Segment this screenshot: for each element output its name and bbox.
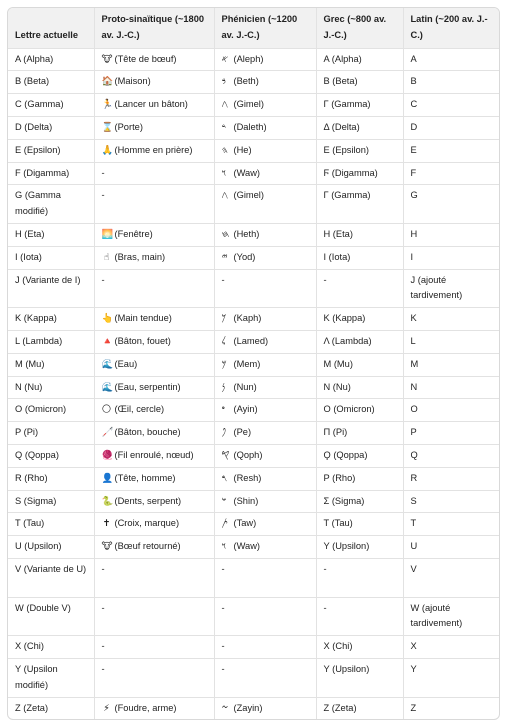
cell-proto-sinaitic [94,597,214,636]
cell-proto-sinaitic [94,48,214,71]
cell-phoenician [214,94,316,117]
proto-sinaitic-label: (Maison) [114,76,151,87]
table-row [8,697,499,719]
phoenician-label: - [221,274,225,285]
proto-sinaitic-label: (Main tendue) [114,313,172,324]
proto-sinaitic-label: (Dents, serpent) [114,495,182,506]
cell-proto-sinaitic [94,376,214,399]
cell-proto-sinaitic [94,94,214,117]
cell-greek: - [316,597,403,636]
cell-current-letter: W (Double V) [8,597,94,636]
phoenician-glyph-icon: 𐤅 [221,541,227,553]
proto-sinaitic-label: (Tête, homme) [114,472,176,483]
cell-phoenician [214,444,316,467]
cell-latin: O [403,399,499,422]
phoenician-label: (Zayin) [233,702,263,713]
phoenician-label: - [221,663,225,674]
cell-proto-sinaitic [94,444,214,467]
table-row [8,490,499,513]
proto-sinaitic-label: - [101,274,105,285]
cell-phoenician [214,139,316,162]
cell-phoenician [214,536,316,559]
phoenician-glyph-icon: 𐤆 [221,702,229,714]
cell-current-letter: Y (Upsilon modifié) [8,658,94,697]
proto-sinaitic-label: - [101,641,105,652]
pictogram-icon: 🐮 [101,53,113,65]
phoenician-label: (Gimel) [233,99,264,110]
pictogram-icon: ☝ [103,251,110,263]
table-row [8,353,499,376]
cell-phoenician [214,490,316,513]
cell-greek: Ν (Nu) [316,376,403,399]
proto-sinaitic-label: (Lancer un bâton) [114,99,188,110]
cell-phoenician [214,558,316,597]
pictogram-icon: 🌕 [101,404,112,416]
proto-sinaitic-label: (Fil enroulé, nœud) [114,449,194,460]
table-row [8,116,499,139]
table-row [8,48,499,71]
cell-proto-sinaitic [94,353,214,376]
cell-current-letter: Q (Qoppa) [8,444,94,467]
pictogram-icon: ✝ [102,518,111,530]
cell-current-letter: B (Beta) [8,71,94,94]
cell-greek: Μ (Mu) [316,353,403,376]
cell-current-letter: P (Pi) [8,422,94,445]
pictogram-icon: 🔺 [101,335,114,347]
cell-greek: Γ (Gamma) [316,94,403,117]
table-row [8,330,499,353]
phoenician-glyph-icon: 𐤐 [221,427,226,439]
phoenician-label: (Ayin) [233,404,258,415]
cell-latin: G [403,185,499,224]
header-current-letter: Lettre actuelle [8,8,94,48]
cell-phoenician [214,185,316,224]
proto-sinaitic-label: (Bras, main) [114,251,166,262]
cell-latin: A [403,48,499,71]
proto-sinaitic-label: (Bâton, bouche) [114,427,181,438]
cell-latin: Q [403,444,499,467]
cell-latin: K [403,308,499,331]
cell-proto-sinaitic [94,467,214,490]
cell-greek: Δ (Delta) [316,116,403,139]
table-row [8,422,499,445]
cell-greek: Ε (Epsilon) [316,139,403,162]
phoenician-label: (Resh) [233,472,262,483]
cell-proto-sinaitic [94,536,214,559]
phoenician-label: (Gimel) [233,190,264,201]
cell-current-letter: C (Gamma) [8,94,94,117]
cell-current-letter: T (Tau) [8,513,94,536]
cell-latin: B [403,71,499,94]
pictogram-icon: 🌅 [101,228,114,240]
cell-greek: Κ (Kappa) [316,308,403,331]
cell-greek: Υ (Upsilon) [316,536,403,559]
cell-proto-sinaitic [94,636,214,659]
cell-latin: Z [403,697,499,719]
phoenician-label: (Yod) [233,251,256,262]
cell-proto-sinaitic [94,658,214,697]
cell-greek: Π (Pi) [316,422,403,445]
proto-sinaitic-label: - [101,167,105,178]
cell-proto-sinaitic [94,422,214,445]
phoenician-label: (Daleth) [233,121,267,132]
table-row [8,139,499,162]
cell-latin: W (ajouté tardivement) [403,597,499,636]
cell-proto-sinaitic [94,139,214,162]
table-row [8,399,499,422]
proto-sinaitic-label: (Porte) [114,121,143,132]
cell-proto-sinaitic [94,308,214,331]
cell-proto-sinaitic [94,490,214,513]
cell-greek: Ζ (Zeta) [316,697,403,719]
pictogram-icon: ⚡ [103,702,110,714]
phoenician-glyph-icon: 𐤂 [221,99,228,111]
phoenician-glyph-icon: 𐤓 [221,472,228,484]
cell-greek: Ο (Omicron) [316,399,403,422]
cell-phoenician [214,330,316,353]
cell-current-letter: V (Variante de U) [8,558,94,597]
phoenician-glyph-icon: 𐤋 [221,335,226,347]
cell-greek: Ϙ (Qoppa) [316,444,403,467]
header-phoenician: Phénicien (~1200 av. J.-C.) [214,8,316,48]
cell-proto-sinaitic [94,558,214,597]
phoenician-label: (Taw) [233,518,257,529]
proto-sinaitic-label: (Croix, marque) [114,518,180,529]
table-header [8,8,499,48]
phoenician-label: (Waw) [233,167,261,178]
cell-latin: J (ajouté tardivement) [403,269,499,308]
cell-phoenician [214,513,316,536]
cell-current-letter: U (Upsilon) [8,536,94,559]
cell-current-letter: D (Delta) [8,116,94,139]
cell-greek: Λ (Lambda) [316,330,403,353]
proto-sinaitic-label: (Eau) [114,358,138,369]
pictogram-icon: 🦯 [101,427,114,439]
cell-phoenician [214,636,316,659]
table-row [8,597,499,636]
cell-current-letter: O (Omicron) [8,399,94,422]
header-latin: Latin (~200 av. J.-C.) [403,8,499,48]
cell-current-letter: L (Lambda) [8,330,94,353]
phoenician-glyph-icon: 𐤒 [221,449,230,461]
cell-latin: P [403,422,499,445]
table-row [8,513,499,536]
proto-sinaitic-label: (Tête de bœuf) [114,53,177,64]
cell-latin: Y [403,658,499,697]
cell-proto-sinaitic [94,697,214,719]
proto-sinaitic-label: - [101,602,105,613]
table-row [8,246,499,269]
cell-greek: Χ (Chi) [316,636,403,659]
header-greek: Grec (~800 av. J.-C.) [316,8,403,48]
cell-phoenician [214,48,316,71]
phoenician-label: - [221,602,225,613]
cell-current-letter: H (Eta) [8,223,94,246]
proto-sinaitic-label: (Eau, serpentin) [114,381,181,392]
cell-latin: C [403,94,499,117]
table-row [8,444,499,467]
proto-sinaitic-label: (Œil, cercle) [114,404,165,415]
cell-proto-sinaitic [94,116,214,139]
cell-current-letter: Z (Zeta) [8,697,94,719]
table-row [8,223,499,246]
cell-current-letter: K (Kappa) [8,308,94,331]
table-row [8,636,499,659]
cell-proto-sinaitic [94,269,214,308]
cell-latin: H [403,223,499,246]
cell-current-letter: S (Sigma) [8,490,94,513]
cell-latin: F [403,162,499,185]
cell-phoenician [214,308,316,331]
cell-phoenician [214,597,316,636]
cell-phoenician [214,162,316,185]
cell-phoenician [214,697,316,719]
cell-phoenician [214,422,316,445]
cell-phoenician [214,269,316,308]
cell-current-letter: E (Epsilon) [8,139,94,162]
cell-current-letter: J (Variante de I) [8,269,94,308]
cell-latin: E [403,139,499,162]
pictogram-icon: 🌊 [101,381,114,393]
proto-sinaitic-label: (Foudre, arme) [114,702,177,713]
cell-greek: Ρ (Rho) [316,467,403,490]
cell-current-letter: I (Iota) [8,246,94,269]
cell-proto-sinaitic [94,513,214,536]
cell-latin: I [403,246,499,269]
cell-phoenician [214,246,316,269]
header-row [8,8,499,48]
phoenician-glyph-icon: 𐤔 [221,495,227,507]
phoenician-label: (Lamed) [233,335,269,346]
cell-proto-sinaitic [94,71,214,94]
cell-latin: L [403,330,499,353]
proto-sinaitic-label: - [101,563,105,574]
phoenician-glyph-icon: 𐤇 [221,228,230,240]
cell-latin: X [403,636,499,659]
phoenician-label: (Waw) [233,541,261,552]
phoenician-label: (Beth) [233,76,259,87]
table-row [8,308,499,331]
table-row [8,269,499,308]
cell-phoenician [214,353,316,376]
cell-proto-sinaitic [94,246,214,269]
table-body [8,48,499,719]
cell-greek: Γ (Gamma) [316,185,403,224]
cell-greek: Η (Eta) [316,223,403,246]
phoenician-label: (Kaph) [233,313,262,324]
table-row [8,536,499,559]
table-row [8,71,499,94]
table-row [8,558,499,597]
cell-latin: R [403,467,499,490]
table-row [8,658,499,697]
pictogram-icon: 🏠 [101,76,114,88]
cell-phoenician [214,376,316,399]
cell-latin: N [403,376,499,399]
phoenician-glyph-icon: 𐤂 [221,190,228,202]
phoenician-label: (Pe) [233,427,252,438]
phoenician-label: - [221,641,225,652]
phoenician-glyph-icon: 𐤉 [221,251,228,263]
table-row [8,376,499,399]
phoenician-glyph-icon: 𐤍 [221,381,226,393]
phoenician-glyph-icon: 𐤊 [221,313,227,325]
phoenician-label: (Aleph) [233,53,264,64]
cell-phoenician [214,658,316,697]
cell-greek: - [316,558,403,597]
cell-current-letter: G (Gamma modifié) [8,185,94,224]
cell-proto-sinaitic [94,223,214,246]
table-row [8,185,499,224]
cell-proto-sinaitic [94,330,214,353]
phoenician-glyph-icon: 𐤅 [221,167,227,179]
table-row [8,94,499,117]
phoenician-label: (Heth) [233,228,260,239]
cell-current-letter: M (Mu) [8,353,94,376]
proto-sinaitic-label: - [101,663,105,674]
proto-sinaitic-label: (Fenêtre) [114,228,153,239]
cell-proto-sinaitic [94,185,214,224]
pictogram-icon: 🏃 [101,99,114,111]
cell-latin: U [403,536,499,559]
proto-sinaitic-label: (Homme en prière) [114,144,193,155]
alphabet-evolution-table [8,8,499,719]
cell-greek: Α (Alpha) [316,48,403,71]
phoenician-label: (Mem) [233,358,261,369]
phoenician-glyph-icon: 𐤀 [221,53,229,65]
table-row [8,467,499,490]
phoenician-glyph-icon: 𐤏 [221,404,225,416]
cell-current-letter: X (Chi) [8,636,94,659]
table-row [8,162,499,185]
cell-current-letter: N (Nu) [8,376,94,399]
cell-phoenician [214,399,316,422]
phoenician-label: (Shin) [233,495,259,506]
pictogram-icon: 👆 [101,313,114,325]
pictogram-icon: 🐍 [101,495,114,507]
cell-current-letter: F (Digamma) [8,162,94,185]
proto-sinaitic-label: (Bœuf retourné) [114,541,181,552]
cell-phoenician [214,71,316,94]
cell-greek: - [316,269,403,308]
cell-greek: Τ (Tau) [316,513,403,536]
cell-latin: T [403,513,499,536]
cell-latin: D [403,116,499,139]
pictogram-icon: 👤 [101,472,114,484]
cell-proto-sinaitic [94,399,214,422]
pictogram-icon: 🙏 [101,144,114,156]
phoenician-label: (Qoph) [233,449,263,460]
cell-phoenician [214,223,316,246]
pictogram-icon: ⌛ [101,121,114,133]
cell-phoenician [214,116,316,139]
cell-greek: Β (Beta) [316,71,403,94]
pictogram-icon: 🐮 [101,541,113,553]
cell-greek: Σ (Sigma) [316,490,403,513]
phoenician-glyph-icon: 𐤃 [221,121,227,133]
cell-latin: V [403,558,499,597]
cell-current-letter: A (Alpha) [8,48,94,71]
pictogram-icon: 🌊 [101,358,114,370]
phoenician-label: (Nun) [233,381,257,392]
pictogram-icon: 🧶 [101,449,114,461]
proto-sinaitic-label: (Bâton, fouet) [114,335,171,346]
cell-greek: Υ (Upsilon) [316,658,403,697]
phoenician-glyph-icon: 𐤄 [221,144,228,156]
phoenician-glyph-icon: 𐤁 [221,76,226,88]
cell-phoenician [214,467,316,490]
phoenician-glyph-icon: 𐤌 [221,358,227,370]
cell-latin: M [403,353,499,376]
header-proto-sinaitic: Proto-sinaïtique (~1800 av. J.-C.) [94,8,214,48]
alphabet-evolution-table-container [7,7,500,720]
cell-current-letter: R (Rho) [8,467,94,490]
cell-proto-sinaitic [94,162,214,185]
proto-sinaitic-label: - [101,190,105,201]
cell-greek: Ι (Iota) [316,246,403,269]
cell-latin: S [403,490,499,513]
phoenician-label: (He) [233,144,252,155]
phoenician-glyph-icon: 𐤕 [221,518,228,530]
cell-greek: Ϝ (Digamma) [316,162,403,185]
phoenician-label: - [221,563,225,574]
